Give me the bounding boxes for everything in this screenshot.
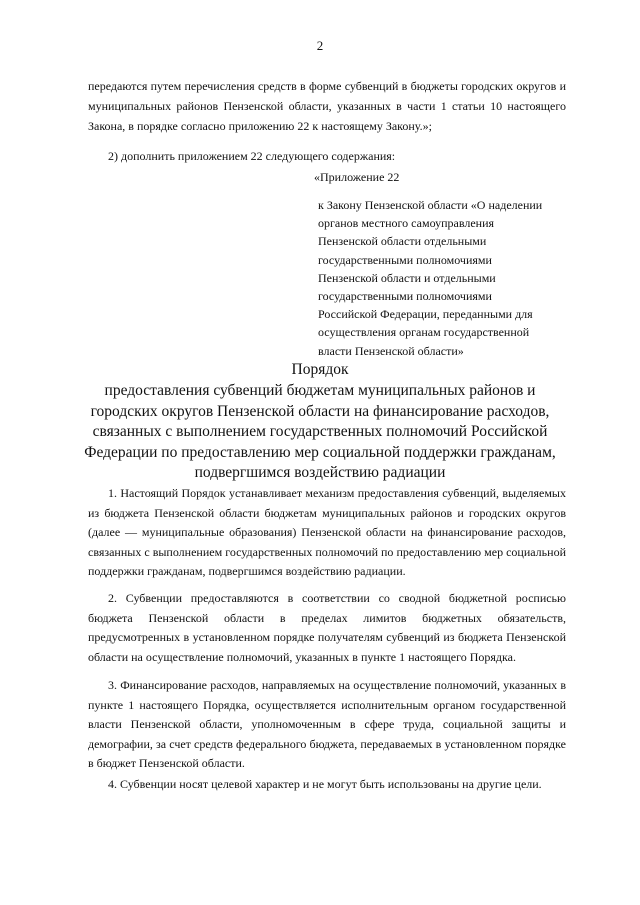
appendix-subtitle-line: Российской Федерации, переданными для bbox=[318, 307, 533, 322]
appendix-subtitle-line: власти Пензенской области» bbox=[318, 343, 464, 358]
paragraph-4: 4. Субвенции носят целевой характер и не могут быть использованы на другие цели. bbox=[108, 777, 542, 791]
item-2-block bbox=[108, 146, 568, 166]
appendix-subtitle-line: осуществления органам государственной bbox=[318, 325, 530, 340]
appendix-subtitle-line: государственными полномочиями bbox=[318, 252, 492, 267]
appendix-subtitle-line: к Закону Пензенской области «О наделении bbox=[318, 198, 543, 212]
section-heading-subtitle bbox=[60, 381, 580, 484]
appendix-subtitle-line: государственными полномочиями bbox=[318, 289, 492, 304]
appendix-subtitle bbox=[318, 196, 568, 360]
section-heading-line: связанных с выполнением государственных полномочий Российской bbox=[92, 423, 548, 440]
intro-paragraph-block bbox=[88, 76, 566, 136]
paragraph-3: 3. Финансирование расходов, направляемых на осуществление полномочий, указанных в пункте 1 настоящего Порядка, осуществляется исполнительным органом государственной власти Пензенской области, уполномоченным в сфере труда, социальной защиты и демографии, за счет средств федерального бюджета, передаваемых в установленном порядке в бюджет Пензенской области. bbox=[88, 678, 566, 771]
item-2-text: 2) дополнить приложением 22 следующего содержания: bbox=[108, 149, 396, 163]
paragraph-2: 2. Субвенции предоставляются в соответствии со сводной бюджетной росписью бюджета Пензенской области в пределах лимитов бюджетных обязательств, предусмотренных в установленном порядке получателям субвенций из бюджета Пензенской области на осуществление полномочий, указанных в пункте 1 настоящего Порядка. bbox=[88, 591, 566, 664]
appendix-subtitle-line: Пензенской области отдельными bbox=[318, 234, 487, 249]
section-heading-line: подвергшимся воздействию радиации bbox=[194, 464, 446, 481]
section-heading-line: Федерации по предоставлению мер социальной поддержки гражданам, bbox=[84, 443, 556, 461]
appendix-subtitle-line: Пензенской области и отдельными bbox=[318, 270, 496, 285]
appendix-title: «Приложение 22 bbox=[314, 170, 400, 184]
page-number: 2 bbox=[316, 38, 324, 53]
paragraph-1: 1. Настоящий Порядок устанавливает механизм предоставления субвенций, выделяемых из бюджета Пензенской области бюджетам муниципальных районов и городских округов (далее — муниципальные образования) Пензенской области на финансирование расходов, связанных с выполнением государственных полномочий по предоставлению мер социальной поддержки гражданам, подвергшимся воздействию радиации. bbox=[88, 486, 566, 579]
section-heading-line: предоставления субвенций бюджетам муниципальных районов и bbox=[104, 382, 536, 399]
appendix-subtitle-line: органов местного самоуправления bbox=[318, 216, 495, 231]
section-heading-title: Порядок bbox=[291, 361, 349, 378]
section-heading-line: городских округов Пензенской области на финансирование расходов, bbox=[90, 402, 550, 420]
intro-paragraph: передаются путем перечисления средств в форме субвенций в бюджеты городских округов и муниципальных районов Пензенской области, указанных в части 1 статьи 10 настоящего Закона, в порядке согласно приложению 22 к настоящему Закону.»; bbox=[88, 79, 566, 133]
